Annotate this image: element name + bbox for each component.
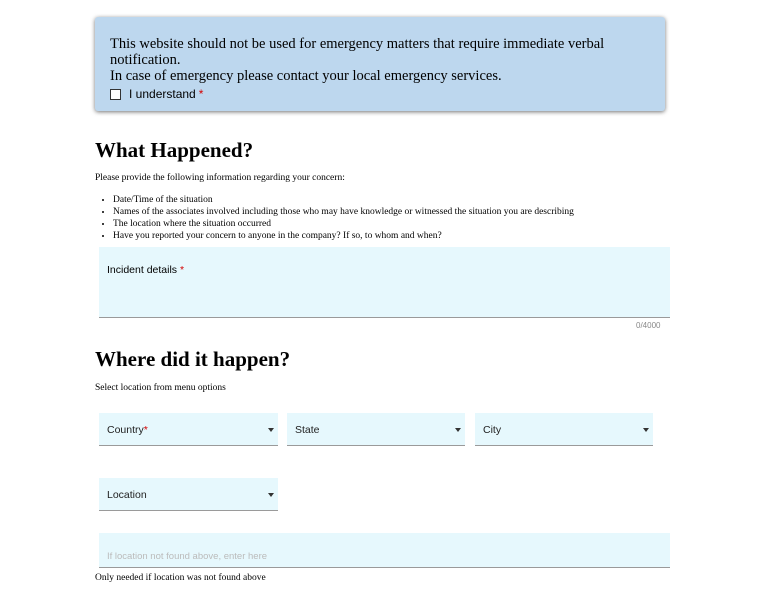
chevron-down-icon	[268, 493, 274, 497]
other-location-placeholder: If location not found above, enter here	[107, 551, 268, 562]
location-select[interactable]	[99, 478, 278, 511]
understand-label: I understand	[129, 87, 196, 101]
required-asterisk: *	[198, 87, 204, 101]
other-location-input[interactable]	[99, 533, 670, 568]
location-label: Location	[107, 489, 147, 501]
state-label: State	[295, 424, 320, 436]
bullet-item: • The location where the situation occurred	[113, 218, 574, 230]
city-label: City	[483, 424, 502, 436]
country-label: Country*	[107, 424, 148, 436]
chevron-down-icon	[268, 428, 274, 432]
character-counter: 0/4000	[636, 321, 661, 330]
required-asterisk: *	[143, 424, 148, 436]
other-location-hint: Only needed if location was not found above	[95, 573, 266, 583]
incident-details-textarea[interactable]	[99, 247, 670, 318]
bullet-item: • Date/Time of the situation	[113, 194, 574, 206]
bullet-item: • Names of the associates involved including those who may have knowledge or witnessed the situation you are describing	[113, 206, 574, 218]
chevron-down-icon	[455, 428, 461, 432]
what-happened-heading: What Happened?	[95, 138, 254, 162]
country-select[interactable]	[99, 413, 278, 446]
city-select[interactable]	[475, 413, 653, 446]
bullet-item: • Have you reported your concern to anyone in the company? If so, to whom and when?	[113, 230, 574, 242]
what-happened-intro: Please provide the following information regarding your concern:	[95, 173, 345, 183]
understand-checkbox-row[interactable]	[110, 87, 203, 101]
emergency-notice	[95, 17, 665, 111]
state-select[interactable]	[287, 413, 465, 446]
where-heading: Where did it happen?	[95, 347, 291, 371]
where-intro: Select location from menu options	[95, 383, 226, 393]
notice-line-2: In case of emergency please contact your local emergency services.	[110, 68, 502, 84]
info-bullet-list	[95, 194, 574, 242]
understand-checkbox[interactable]	[110, 89, 121, 100]
required-asterisk: *	[180, 264, 185, 276]
notice-line-1: This website should not be used for emergency matters that require immediate verbal notification.	[110, 36, 605, 68]
chevron-down-icon	[643, 428, 649, 432]
incident-details-label: Incident details *	[107, 264, 185, 276]
